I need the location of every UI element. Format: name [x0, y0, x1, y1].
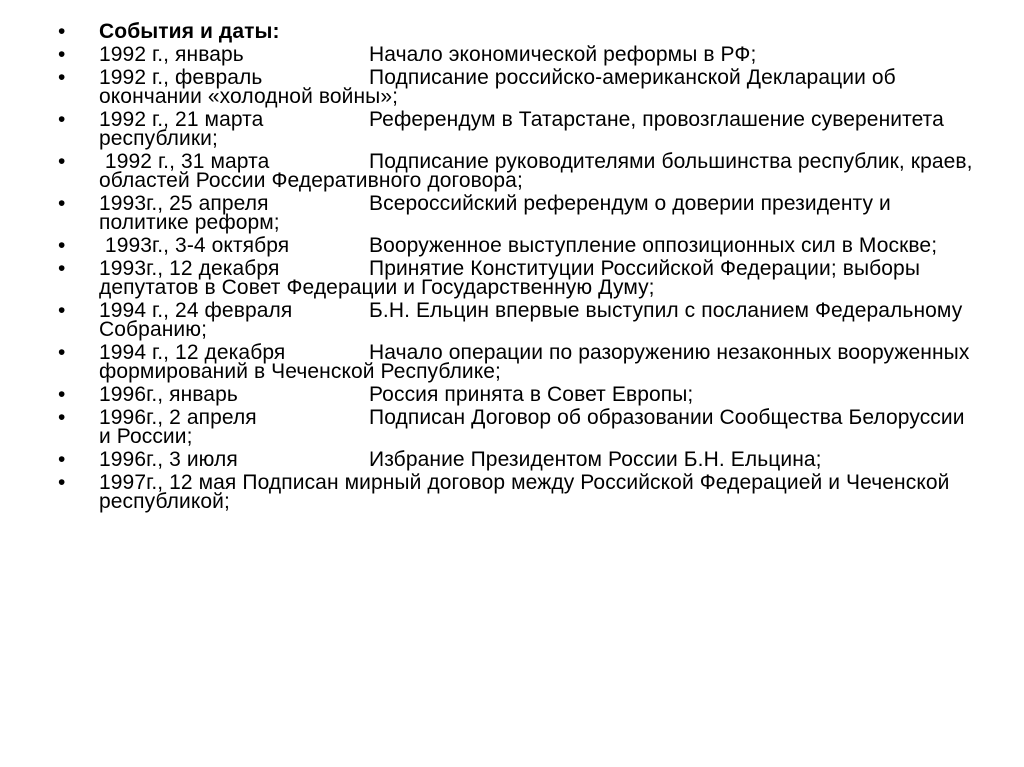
event-description: Всероссийский референдум о доверии президенту и политике реформ;	[99, 192, 891, 234]
events-list	[56, 22, 976, 515]
bullet: •	[58, 471, 66, 494]
bullet: •	[58, 299, 66, 322]
event-description: Начало экономической реформы в РФ;	[369, 43, 757, 66]
event-description: Подписан Договор об образовании Сообщества Белоруссии и России;	[99, 406, 965, 448]
event-date: 1992 г., 31 марта	[99, 150, 270, 173]
bullet: •	[58, 20, 66, 43]
event-description: Референдум в Татарстане, провозглашение суверенитета республики;	[99, 108, 944, 150]
event-date: 1997г., 12 мая	[99, 471, 237, 494]
list-item	[56, 259, 976, 297]
event-date: 1994 г., 24 февраля	[99, 299, 293, 322]
event-date: 1993г., 3-4 октября	[99, 234, 290, 257]
list-title-item	[56, 22, 976, 41]
list-item	[56, 68, 976, 106]
list-item	[56, 110, 976, 148]
event-description: Избрание Президентом России Б.Н. Ельцина;	[369, 448, 822, 471]
list-item	[56, 45, 976, 64]
event-description: Принятие Конституции Российской Федерации; выборы депутатов в Совет Федерации и Государственную Думу;	[99, 257, 921, 299]
event-date: 1996г., 3 июля	[99, 448, 238, 471]
list-item	[56, 343, 976, 381]
event-description: Россия принята в Совет Европы;	[369, 383, 694, 406]
bullet: •	[58, 234, 66, 257]
bullet: •	[58, 406, 66, 429]
event-date: 1992 г., январь	[99, 43, 244, 66]
bullet: •	[58, 192, 66, 215]
list-item	[56, 194, 976, 232]
event-description: Подписание руководителями большинства республик, краев, областей России Федеративного договора;	[99, 150, 973, 192]
event-date: 1993г., 25 апреля	[99, 192, 269, 215]
event-date: 1992 г., февраль	[99, 66, 263, 89]
list-item	[56, 473, 976, 511]
event-description: Подписание российско-американской Декларации об окончании «холодной войны»;	[99, 66, 896, 108]
event-date: 1992 г., 21 марта	[99, 108, 264, 131]
event-description: Б.Н. Ельцин впервые выступил с посланием Федеральному Собранию;	[99, 299, 963, 341]
list-item	[56, 450, 976, 469]
event-date: 1996г., 2 апреля	[99, 406, 257, 429]
bullet: •	[58, 150, 66, 173]
event-description: Подписан мирный договор между Российской Федерацией и Чеченской республикой;	[99, 471, 950, 513]
bullet: •	[58, 383, 66, 406]
bullet: •	[58, 341, 66, 364]
bullet: •	[58, 43, 66, 66]
bullet: •	[58, 108, 66, 131]
bullet: •	[58, 66, 66, 89]
event-description: Вооруженное выступление оппозиционных сил в Москве;	[369, 234, 938, 257]
event-description: Начало операции по разоружению незаконных вооруженных формирований в Чеченской Республике;	[99, 341, 970, 383]
list-item	[56, 408, 976, 446]
list-title: События и даты:	[99, 20, 280, 43]
list-item	[56, 385, 976, 404]
list-item	[56, 301, 976, 339]
event-date: 1993г., 12 декабря	[99, 257, 280, 280]
bullet: •	[58, 257, 66, 280]
event-date: 1994 г., 12 декабря	[99, 341, 286, 364]
list-item	[56, 236, 976, 255]
list-item	[56, 152, 976, 190]
event-date: 1996г., январь	[99, 383, 238, 406]
bullet: •	[58, 448, 66, 471]
